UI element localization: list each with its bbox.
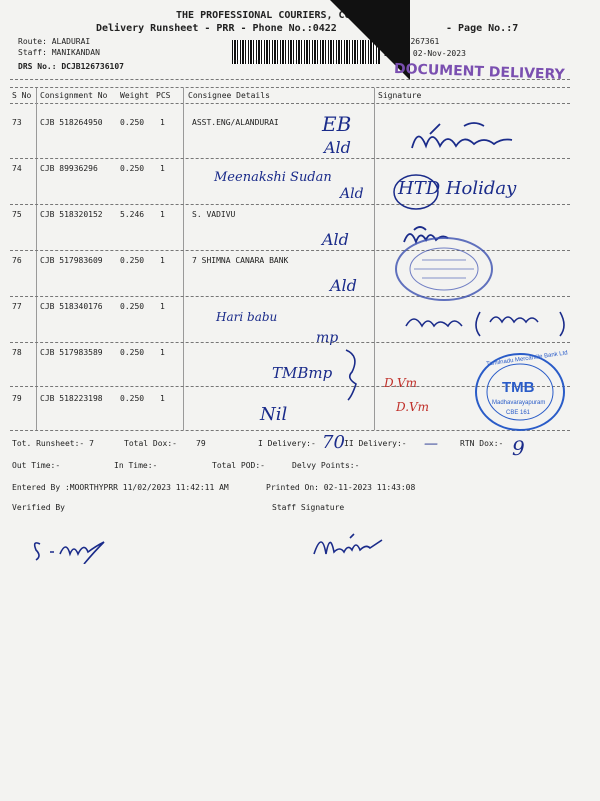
seal-branch: Madhavarayapuram xyxy=(492,400,546,406)
row-pcs: 1 xyxy=(160,256,165,265)
runsheet-title: Delivery Runsheet - PRR - Phone No.:0422 xyxy=(96,23,337,34)
divider xyxy=(10,103,570,104)
row-consignee: ASST.ENG/ALANDURAI xyxy=(192,118,279,127)
signature-mark xyxy=(404,118,534,158)
row-divider xyxy=(10,342,570,343)
rtn-dox-label: RTN Dox:- xyxy=(460,439,504,448)
row-sno: 78 xyxy=(12,348,22,357)
seal-logo: TMB xyxy=(502,379,535,396)
seal-bank-name: Tamilnadu Mercantile Bank Ltd xyxy=(485,350,569,368)
handwritten-note: mp xyxy=(316,330,339,346)
col-weight: Weight xyxy=(120,91,149,100)
row-sno: 74 xyxy=(12,164,22,173)
total-pod-label: Total POD:- xyxy=(212,461,265,470)
seal-code: CBE 161 xyxy=(506,410,531,416)
row-pcs: 1 xyxy=(160,118,165,127)
page-number: - Page No.:7 xyxy=(446,23,519,34)
handwritten-note: Ald xyxy=(324,138,351,157)
row-weight: 0.250 xyxy=(120,256,145,265)
row-sno: 75 xyxy=(12,210,22,219)
rtn-dox-value: 9 xyxy=(512,436,525,460)
tmb-bank-seal xyxy=(474,350,569,432)
col-pcs: PCS xyxy=(156,91,171,100)
row-weight: 0.250 xyxy=(120,164,145,173)
document-delivery-stamp: DOCUMENT DELIVERY xyxy=(393,61,565,83)
bank-seal-icon xyxy=(392,236,496,302)
row-weight: 0.250 xyxy=(120,394,145,403)
row-consignment: CJB 517983589 xyxy=(40,348,103,357)
handwritten-note: Nil xyxy=(260,404,288,425)
column-rule xyxy=(183,88,184,430)
row-weight: 5.246 xyxy=(120,210,145,219)
handwritten-note: Ald xyxy=(340,186,364,202)
row-weight: 0.250 xyxy=(120,302,145,311)
runsheet-date: Date: 02-Nov-2023 xyxy=(384,49,466,58)
row-sno: 79 xyxy=(12,394,22,403)
row-weight: 0.250 xyxy=(120,118,145,127)
total-runsheet: Tot. Runsheet:- 7 xyxy=(12,439,94,448)
row-weight: 0.250 xyxy=(120,348,145,357)
row-pcs: 1 xyxy=(160,394,165,403)
row-divider xyxy=(10,204,570,205)
row-consignment: CJB 89936296 xyxy=(40,164,98,173)
row-sno: 73 xyxy=(12,118,22,127)
row-consignee: S. VADIVU xyxy=(192,210,236,219)
col-consignee: Consignee Details xyxy=(188,91,270,100)
handwritten-red-note: D.Vm xyxy=(384,376,418,390)
row-divider xyxy=(10,158,570,159)
signature-mark xyxy=(400,304,570,340)
company-name: THE PROFESSIONAL COURIERS, CO xyxy=(176,10,351,21)
row-consignment: CJB 517983609 xyxy=(40,256,103,265)
in-time-label: In Time:- xyxy=(114,461,158,470)
handwritten-note: EB xyxy=(322,112,352,136)
row-pcs: 1 xyxy=(160,302,165,311)
printed-on: Printed On: 02-11-2023 11:43:08 xyxy=(266,483,416,492)
ii-delivery-label: II Delivery:- xyxy=(344,439,407,448)
handwritten-note: Meenakshi Sudan xyxy=(214,170,332,185)
col-sno: S No xyxy=(12,91,32,100)
row-consignee: 7 SHIMNA CANARA BANK xyxy=(192,256,289,265)
column-rule xyxy=(36,88,37,430)
i-delivery-label: I Delivery:- xyxy=(258,439,316,448)
entered-by: Entered By :MOORTHYPRR 11/02/2023 11:42:11 AM xyxy=(12,483,229,492)
column-rule xyxy=(374,88,375,430)
handwritten-note: Ald xyxy=(330,276,357,295)
handwritten-note: Ald xyxy=(322,230,349,249)
ii-delivery-value: — xyxy=(424,436,438,452)
row-sno: 77 xyxy=(12,302,22,311)
i-delivery-value: 70 xyxy=(322,432,345,453)
row-consignment: CJB 518340176 xyxy=(40,302,103,311)
handwritten-red-note: D.Vm xyxy=(396,400,430,414)
divider xyxy=(10,79,570,80)
handwritten-note: TMBmp xyxy=(272,364,333,382)
circle-mark xyxy=(392,172,442,212)
drs-number: DRS No.: DCJB126736107 xyxy=(18,62,124,71)
handwritten-note: HTD Holiday xyxy=(398,178,517,199)
col-consignment: Consignment No xyxy=(40,91,108,100)
total-dox-label: Total Dox:- xyxy=(124,439,177,448)
verifier-signature xyxy=(30,530,130,564)
bracket-mark xyxy=(340,346,364,402)
total-dox-value: 79 xyxy=(196,439,206,448)
staff-signature xyxy=(310,528,400,562)
runsheet-number: : 1267361 xyxy=(396,37,440,46)
row-sno: 76 xyxy=(12,256,22,265)
row-pcs: 1 xyxy=(160,210,165,219)
row-pcs: 1 xyxy=(160,164,165,173)
verified-by-label: Verified By xyxy=(12,503,65,512)
row-consignment: CJB 518264950 xyxy=(40,118,103,127)
col-signature: Signature xyxy=(378,91,422,100)
handwritten-note: Hari babu xyxy=(216,310,278,324)
row-consignment: CJB 518223198 xyxy=(40,394,103,403)
route-label: Route: ALADURAI xyxy=(18,37,91,46)
row-pcs: 1 xyxy=(160,348,165,357)
staff-signature-label: Staff Signature xyxy=(272,503,345,512)
out-time-label: Out Time:- xyxy=(12,461,61,470)
divider xyxy=(10,87,570,88)
delivery-points-label: Delvy Points:- xyxy=(292,461,360,470)
staff-label: Staff: MANIKANDAN xyxy=(18,48,100,57)
row-consignment: CJB 518320152 xyxy=(40,210,103,219)
